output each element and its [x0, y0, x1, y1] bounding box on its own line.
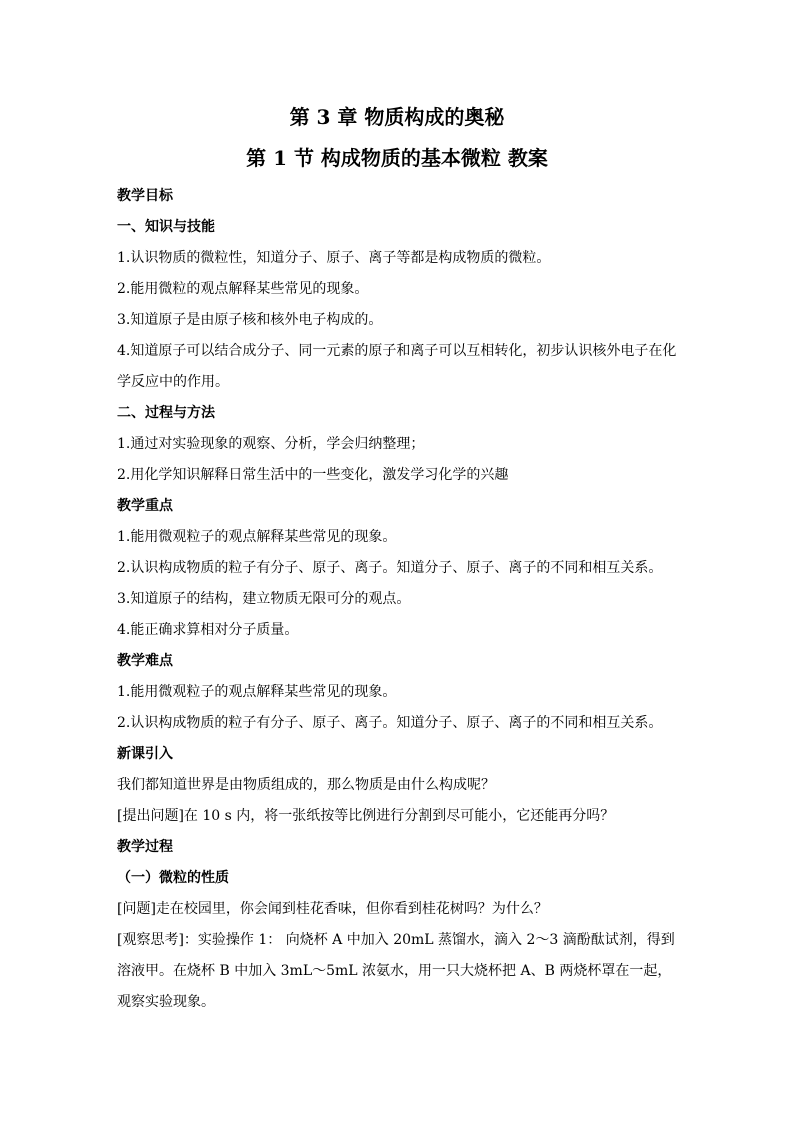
- paragraph-line: 2.能用微粒的观点解释某些常见的现象。: [117, 281, 369, 297]
- section-heading: 教学重点: [117, 498, 173, 514]
- section-heading: 一、知识与技能: [117, 219, 215, 235]
- section-heading: （一）微粒的性质: [117, 870, 229, 886]
- paragraph-line: 1.通过对实验现象的观察、分析，学会归纳整理；: [117, 436, 425, 452]
- paragraph-line: 1.认识物质的微粒性，知道分子、原子、离子等都是构成物质的微粒。: [117, 250, 551, 266]
- paragraph-line: 1.能用微观粒子的观点解释某些常见的现象。: [117, 684, 397, 700]
- paragraph-line: 4.能正确求算相对分子质量。: [117, 622, 299, 638]
- paragraph-line: 3.知道原子的结构，建立物质无限可分的观点。: [117, 591, 411, 607]
- section-heading: 新课引入: [117, 746, 173, 762]
- paragraph-line: [观察思考]：实验操作 1： 向烧杯 A 中加入 20mL 蒸馏水，滴入 2～3 滴酚酞试剂，得到溶液甲。在烧杯 B 中加入 3mL～5mL 浓氨水，用一只大烧杯把 A、B 两烧杯罩在一起，观察实验现象。: [117, 932, 675, 1010]
- section-heading: 教学过程: [117, 839, 173, 855]
- chapter-title: 第 3 章 物质构成的奥秘: [289, 105, 505, 129]
- paragraph-line: 2.认识构成物质的粒子有分子、原子、离子。知道分子、原子、离子的不同和相互关系。: [117, 715, 663, 731]
- paragraph-line: 我们都知道世界是由物质组成的，那么物质是由什么构成呢？: [117, 777, 495, 793]
- section-heading: 教学难点: [117, 653, 173, 669]
- section-title: 第 1 节 构成物质的基本微粒 教案: [246, 146, 548, 170]
- paragraph-line: 2.认识构成物质的粒子有分子、原子、离子。知道分子、原子、离子的不同和相互关系。: [117, 560, 663, 576]
- paragraph-line: 1.能用微观粒子的观点解释某些常见的现象。: [117, 529, 397, 545]
- document-body: [117, 181, 682, 1018]
- section-heading: 教学目标: [117, 188, 173, 204]
- paragraph-line: 3.知道原子是由原子核和核外电子构成的。: [117, 312, 383, 328]
- paragraph-line: 4.知道原子可以结合成分子、同一元素的原子和离子可以互相转化，初步认识核外电子在化学反应中的作用。: [117, 343, 677, 390]
- paragraph-line: 2.用化学知识解释日常生活中的一些变化，激发学习化学的兴趣: [117, 467, 509, 483]
- paragraph-line: [问题]走在校园里，你会闻到桂花香味，但你看到桂花树吗？为什么？: [117, 901, 548, 917]
- section-heading: 二、过程与方法: [117, 405, 215, 421]
- paragraph-line: [提出问题]在 10 s 内，将一张纸按等比例进行分割到尽可能小，它还能再分吗？: [117, 808, 615, 824]
